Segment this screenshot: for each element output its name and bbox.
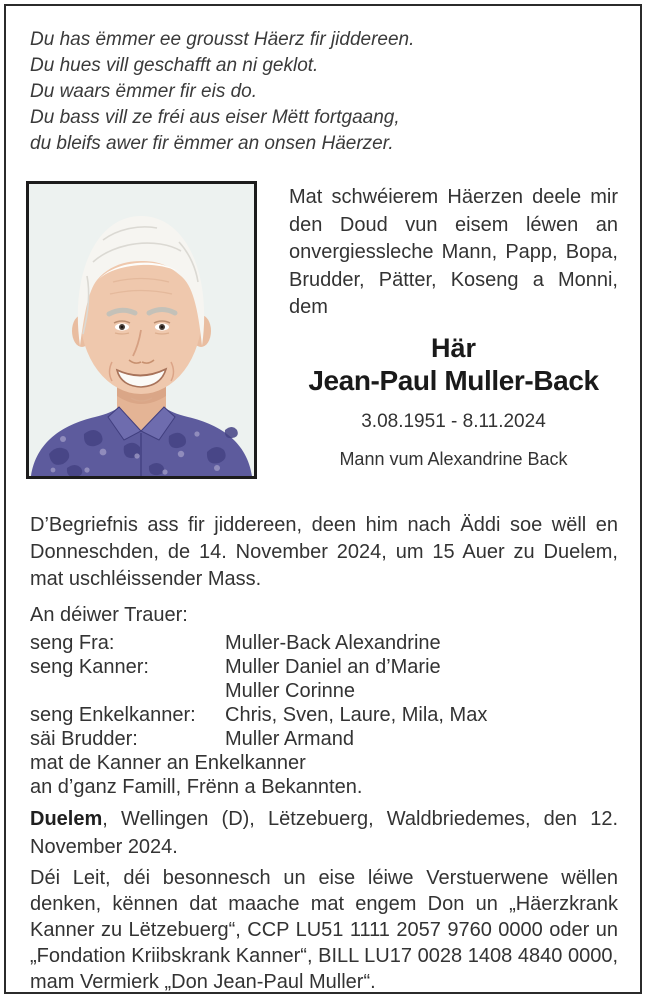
deceased-title: Här bbox=[430, 332, 477, 363]
family-extra-line: an d’ganz Famill, Frënn a Bekannten. bbox=[30, 776, 363, 798]
family-row-value: Muller Daniel an d’Marie bbox=[225, 656, 441, 678]
family-row-label: seng Enkelkanner: bbox=[30, 704, 196, 726]
poem-line: du bleifs awer fir ëmmer an onsen Häerzer. bbox=[30, 133, 394, 154]
notice-content bbox=[0, 27, 647, 995]
poem-line: Du waars ëmmer fir eis do. bbox=[30, 81, 258, 102]
deceased-name: Jean-Paul Muller-Back bbox=[308, 364, 599, 396]
relation-line: Mann vum Alexandrine Back bbox=[339, 448, 568, 469]
memorial-poem bbox=[30, 27, 618, 157]
family-row-value: Muller-Back Alexandrine bbox=[225, 632, 441, 654]
poem-line: Du hues vill geschafft an ni geklot. bbox=[30, 55, 319, 76]
portrait-illustration bbox=[29, 184, 254, 476]
deceased-name-block bbox=[289, 332, 618, 471]
family-extra-line: mat de Kanner an Enkelkanner bbox=[30, 752, 306, 774]
family-row bbox=[30, 703, 618, 727]
mourning-label: An déiwer Trauer: bbox=[30, 604, 188, 626]
family-row bbox=[30, 655, 618, 679]
photo-and-intro-row bbox=[30, 181, 618, 479]
family-row bbox=[30, 727, 618, 751]
place-rest: , Wellingen (D), Lëtzebuerg, Waldbriedemes, den 12. November 2024. bbox=[30, 808, 618, 858]
poem-line: Du bass vill ze fréi aus eiser Mëtt fortgaang, bbox=[30, 107, 400, 128]
family-row-label bbox=[30, 679, 225, 703]
funeral-info: D’Begriefnis ass fir jiddereen, deen him nach Äddi soe wëll en Donneschden, de 14. November 2024, um 15 Auer zu Duelem, mat uschléissender Mass. bbox=[30, 514, 618, 590]
family-row-label: seng Kanner: bbox=[30, 656, 149, 678]
poem-line: Du has ëmmer ee grousst Häerz fir jiddereen. bbox=[30, 29, 415, 50]
family-row-value: Chris, Sven, Laure, Mila, Max bbox=[225, 704, 488, 726]
intro-text: Mat schwéierem Häerzen deele mir den Doud vun eisem léwen an onvergiessleche Mann, Papp, Bopa, Brudder, Pätter, Koseng a Monni, dem bbox=[289, 186, 618, 318]
place-name: Duelem bbox=[30, 808, 103, 830]
family-row-value: Muller Armand bbox=[225, 728, 354, 750]
intro-column bbox=[289, 181, 618, 479]
life-dates: 3.08.1951 - 8.11.2024 bbox=[361, 410, 546, 432]
family-row-value: Muller Corinne bbox=[225, 680, 356, 702]
family-row-label: seng Fra: bbox=[30, 632, 115, 654]
place-date-line bbox=[30, 806, 618, 861]
portrait-photo bbox=[26, 181, 257, 479]
family-row bbox=[30, 631, 618, 655]
family-list bbox=[30, 631, 618, 799]
donation-info: Déi Leit, déi besonnesch un eise léiwe Verstuerwene wëllen denken, kënnen dat maache mat engem Don un „Häerzkrank Kanner zu Lëtzebuerg“, CCP LU51 1111 2057 9760 0000 oder un „Fondation Kriibskrank Kanner“, BILL LU17 0028 1408 4840 0000, mam Vermierk „Don Jean-Paul Muller“. bbox=[30, 867, 618, 993]
family-row-label: säi Brudder: bbox=[30, 728, 138, 750]
family-row bbox=[30, 679, 618, 703]
